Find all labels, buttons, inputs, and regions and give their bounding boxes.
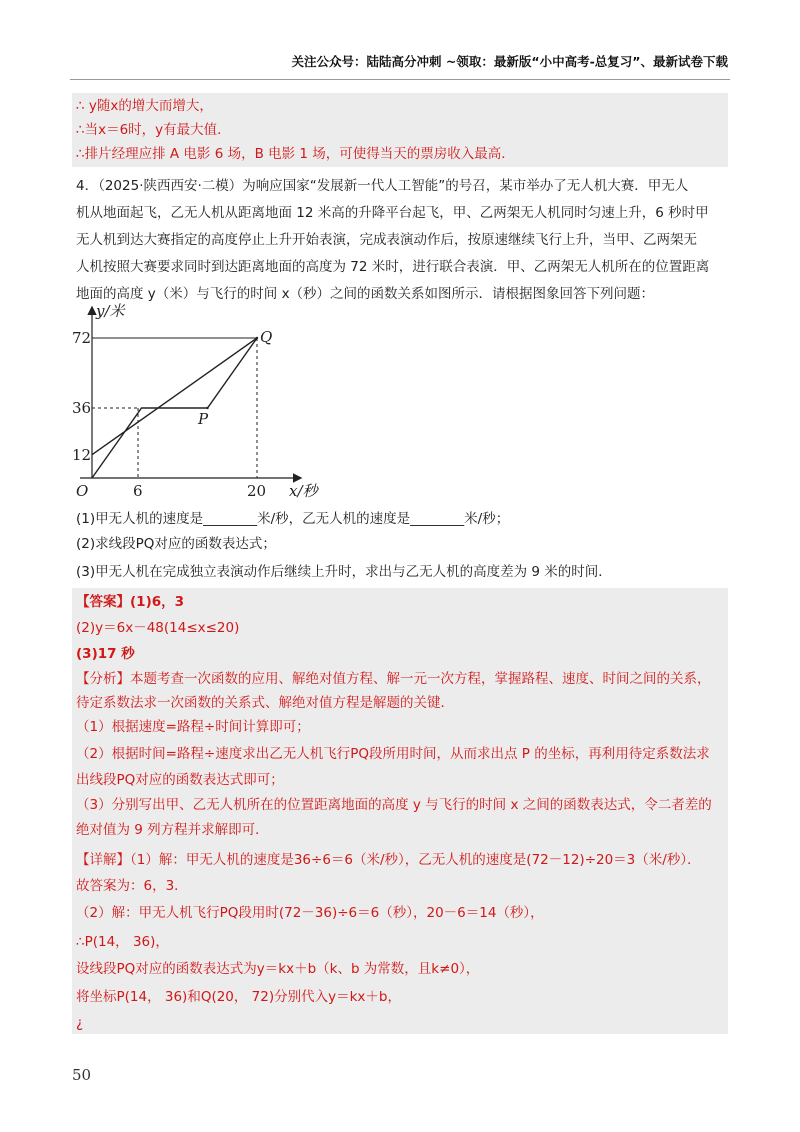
x-axis-label: x/秒 [289,482,318,500]
analysis-line: （2）根据时间=路程÷速度求出乙无人机飞行PQ段所用时间，从而求出点 P 的坐标，再利用待定系数法求 [76,746,710,762]
analysis-line: 出线段PQ对应的函数表达式即可； [76,772,284,788]
analysis-line: 绝对值为 9 列方程并求解即可． [76,822,269,838]
solution-line: ∴当x＝6时，y有最大值． [76,122,231,138]
detail-line: ∴P(14， 36)， [76,934,169,950]
answer-line: (3)17 秒 [76,646,135,662]
detail-line: ¿ [76,1015,84,1031]
problem-line: 4．（2025·陕西西安·二模）为响应国家“发展新一代人工智能”的号召，某市举办了无人机大赛．甲无人 [76,178,689,194]
point-q [256,337,258,339]
detail-line: 【详解】（1）解：甲无人机的速度是36÷6＝6（米/秒），乙无人机的速度是(72－12)÷20＝3（米/秒）． [76,852,701,868]
x-tick-20: 20 [247,482,267,500]
point-p [206,407,208,409]
page-number: 50 [72,1066,92,1084]
analysis-line: （1）根据速度=路程÷时间计算即可； [76,719,310,735]
solution-line: ∴排片经理应排 A 电影 6 场，B 电影 1 场，可使得当天的票房收入最高． [76,146,515,162]
function-graph [70,300,330,505]
point-label-q: Q [260,328,273,346]
point-label-p: P [198,410,209,428]
problem-line: 无人机到达大赛指定的高度停止上升开始表演，完成表演动作后，按原速继续飞行上升，当甲、乙两架无 [76,232,697,248]
analysis-line: 【分析】本题考查一次函数的应用、解绝对值方程、解一元一次方程，掌握路程、速度、时间之间的关系， [76,671,711,687]
question-line: (3)甲无人机在完成独立表演动作后继续上升时，求出与乙无人机的高度差为 9 米的时间． [76,564,612,580]
header-divider [70,79,730,80]
y-tick-36: 36 [72,399,92,417]
question-line: (2)求线段PQ对应的函数表达式； [76,536,276,552]
problem-line: 机从地面起飞，乙无人机从距离地面 12 米高的升降平台起飞，甲、乙两架无人机同时匀速上升，6 秒时甲 [76,205,709,221]
y-tick-12: 12 [72,446,92,464]
answer-line: (2)y＝6x－48(14≤x≤20) [76,620,240,636]
detail-line: 设线段PQ对应的函数表达式为y＝kx＋b（k、b 为常数，且k≠0）， [76,961,480,977]
answer-line: 【答案】(1)6，3 [76,594,185,610]
analysis-line: （3）分别写出甲、乙无人机所在的位置距离地面的高度 y 与飞行的时间 x 之间的函数表达式，令二者差的 [76,797,712,813]
y-tick-72: 72 [72,329,92,347]
question-line: (1)甲无人机的速度是________米/秒，乙无人机的速度是________米/秒； [76,511,510,527]
problem-line: 人机按照大赛要求同时到达距离地面的高度为 72 米时，进行联合表演．甲、乙两架无人机所在的位置距离 [76,259,710,275]
series-line-2 [92,338,257,455]
problem-line: 地面的高度 y（米）与飞行的时间 x（秒）之间的函数关系如图所示．请根据图象回答下列问题： [76,286,655,302]
detail-line: 故答案为：6，3． [76,878,188,894]
page-header: 关注公众号：陆陆高分冲刺 ~领取：最新版“小中高考-总复习”、最新试卷下载 [291,54,728,69]
detail-line: 将坐标P(14， 36)和Q(20， 72)分别代入y＝kx＋b， [76,989,401,1005]
detail-line: （2）解：甲无人机飞行PQ段用时(72－36)÷6＝6（秒），20－6＝14（秒）， [76,905,544,921]
origin-label: O [76,482,89,500]
x-tick-6: 6 [133,482,143,500]
solution-line: ∴ y随x的增大而增大， [76,98,213,114]
y-axis-label: y/米 [96,302,125,320]
analysis-line: 待定系数法求一次函数的关系式、解绝对值方程是解题的关键． [76,695,454,711]
